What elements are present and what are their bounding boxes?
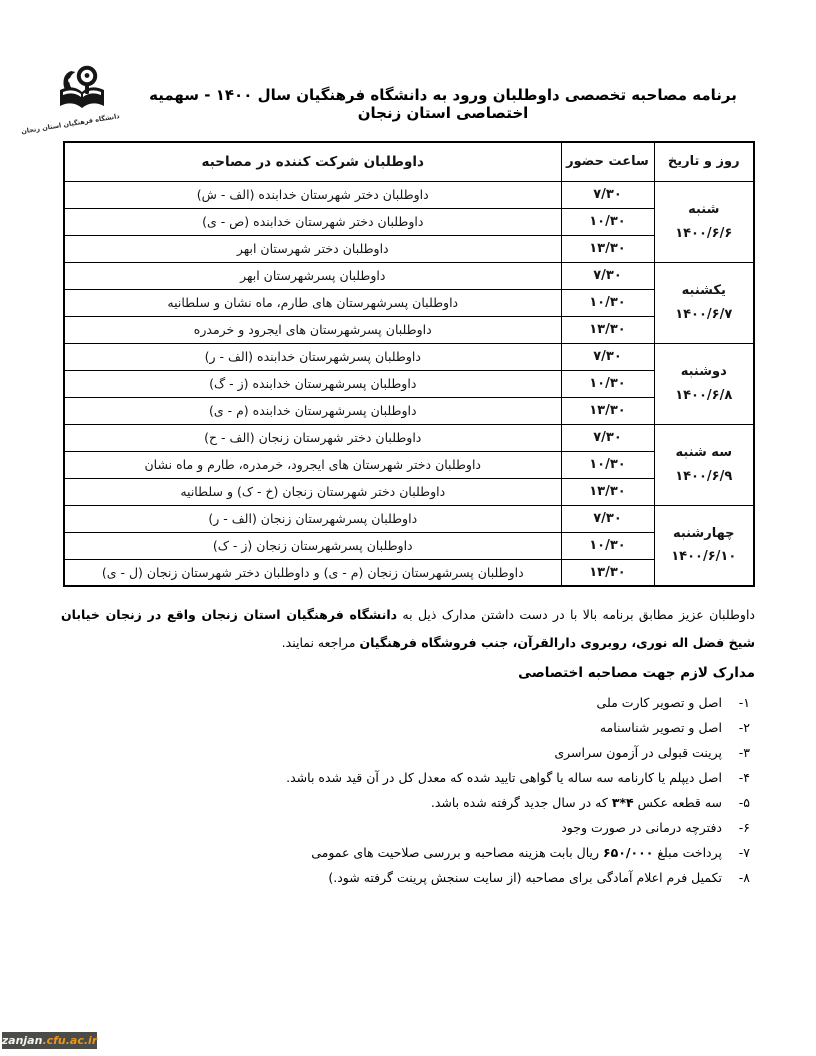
time-cell: ۷/۳۰ xyxy=(561,262,654,289)
item-text: سه قطعه عکس xyxy=(633,795,722,810)
site-watermark xyxy=(2,1032,97,1049)
interview-schedule-table xyxy=(63,141,755,587)
date-label: ۱۴۰۰/۶/۷ xyxy=(675,306,733,322)
item-text: پرینت قبولی در آزمون سراسری xyxy=(554,745,722,760)
participants-cell: داوطلبان پسرشهرستان خدابنده (م - ی) xyxy=(64,397,561,424)
item-text: اصل دیپلم یا کارنامه سه ساله یا گواهی تایید شده که معدل کل در آن قید شده باشد. xyxy=(286,770,722,785)
participants-cell: داوطلبان دختر شهرستان های ایجرود، خرمدره، طارم و ماه نشان xyxy=(64,451,561,478)
item-number: ۴- xyxy=(738,770,750,785)
participants-cell: داوطلبان پسرشهرستان های ایجرود و خرمدره xyxy=(64,316,561,343)
university-emblem-icon xyxy=(44,64,120,116)
table-row xyxy=(64,235,754,262)
watermark-domain-text: .cfu.ac.ir xyxy=(42,1034,98,1047)
item-number: ۲- xyxy=(738,720,750,735)
date-cell xyxy=(654,424,754,505)
table-header-row xyxy=(64,142,754,181)
participants-cell: داوطلبان پسرشهرستان های طارم، ماه نشان و سلطانیه xyxy=(64,289,561,316)
participants-cell: داوطلبان دختر شهرستان زنجان (خ - ک) و سلطانیه xyxy=(64,478,561,505)
list-item xyxy=(150,795,750,810)
day-label: شنبه xyxy=(688,202,720,218)
table-row xyxy=(64,424,754,451)
table-row xyxy=(64,343,754,370)
participants-cell: داوطلبان دختر شهرستان خدابنده (ص - ی) xyxy=(64,208,561,235)
participants-cell: داوطلبان دختر شهرستان ابهر xyxy=(64,235,561,262)
farhangian-university-logo xyxy=(20,64,121,136)
table-row xyxy=(64,532,754,559)
participants-cell: داوطلبان پسرشهرستان خدابنده (الف - ر) xyxy=(64,343,561,370)
required-documents-heading: مدارک لازم جهت مصاحبه اختصاصی xyxy=(518,665,755,681)
list-item xyxy=(150,745,750,760)
list-item xyxy=(150,695,750,710)
date-label: ۱۴۰۰/۶/۹ xyxy=(675,468,733,484)
date-cell xyxy=(654,262,754,343)
required-documents-list xyxy=(150,695,750,895)
notice-text-end: مراجعه نمایند. xyxy=(281,635,360,650)
column-header-time: ساعت حضور xyxy=(561,142,654,181)
item-text: اصل و تصویر کارت ملی xyxy=(596,695,722,710)
item-number: ۱- xyxy=(738,695,750,710)
item-number: ۸- xyxy=(738,870,750,885)
time-cell: ۷/۳۰ xyxy=(561,505,654,532)
date-cell xyxy=(654,505,754,586)
participants-cell: داوطلبان پسرشهرستان ابهر xyxy=(64,262,561,289)
table-row xyxy=(64,505,754,532)
item-text: تکمیل فرم اعلام آمادگی برای مصاحبه (از سایت سنجش پرینت گرفته شود.) xyxy=(328,870,722,885)
time-cell: ۱۰/۳۰ xyxy=(561,208,654,235)
list-item xyxy=(150,770,750,785)
notice-text: داوطلبان عزیز مطابق برنامه بالا با در دست داشتن مدارک ذیل به xyxy=(397,607,755,622)
day-label: یکشنبه xyxy=(681,283,726,299)
day-label: چهارشنبه xyxy=(672,525,735,541)
list-item xyxy=(150,820,750,835)
item-text: دفترچه درمانی در صورت وجود xyxy=(561,820,722,835)
item-bold: ۴*۳ xyxy=(611,795,634,810)
item-number: ۷- xyxy=(738,845,750,860)
table-row xyxy=(64,397,754,424)
date-cell xyxy=(654,181,754,262)
participants-cell: داوطلبان دختر شهرستان خدابنده (الف - ش) xyxy=(64,181,561,208)
list-item xyxy=(150,845,750,860)
date-label: ۱۴۰۰/۶/۸ xyxy=(675,387,733,403)
participants-cell: داوطلبان دختر شهرستان زنجان (الف - ح) xyxy=(64,424,561,451)
table-row xyxy=(64,181,754,208)
table-row xyxy=(64,478,754,505)
column-header-participants: داوطلبان شرکت کننده در مصاحبه xyxy=(64,142,561,181)
day-label: سه شنبه xyxy=(675,445,732,461)
date-label: ۱۴۰۰/۶/۶ xyxy=(675,225,733,241)
item-text: اصل و تصویر شناسنامه xyxy=(599,720,722,735)
table-row xyxy=(64,208,754,235)
time-cell: ۱۳/۳۰ xyxy=(561,478,654,505)
time-cell: ۱۰/۳۰ xyxy=(561,532,654,559)
table-row xyxy=(64,451,754,478)
item-text-end: که در سال جدید گرفته شده باشد. xyxy=(430,795,612,810)
time-cell: ۱۰/۳۰ xyxy=(561,289,654,316)
item-bold: ۶۵۰/۰۰۰ xyxy=(603,845,654,860)
item-text-end: ریال بابت هزینه مصاحبه و بررسی صلاحیت های عمومی xyxy=(311,845,604,860)
logo-caption: دانشگاه فرهنگیان استان زنجان xyxy=(20,112,121,136)
time-cell: ۱۳/۳۰ xyxy=(561,559,654,586)
time-cell: ۷/۳۰ xyxy=(561,181,654,208)
participants-cell: داوطلبان پسرشهرستان خدابنده (ز - گ) xyxy=(64,370,561,397)
time-cell: ۱۰/۳۰ xyxy=(561,451,654,478)
date-label: ۱۴۰۰/۶/۱۰ xyxy=(671,549,737,565)
participants-cell: داوطلبان پسرشهرستان زنجان (م - ی) و داوطلبان دختر شهرستان زنجان (ل - ی) xyxy=(64,559,561,586)
table-row xyxy=(64,370,754,397)
participants-cell: داوطلبان پسرشهرستان زنجان (الف - ر) xyxy=(64,505,561,532)
notice-address-bold: دانشگاه فرهنگیان استان زنجان واقع در زنجان خیابان شیخ فضل اله نوری، روبروی دارالقرآن، جنب فروشگاه فرهنگیان xyxy=(61,607,755,650)
list-item xyxy=(150,720,750,735)
time-cell: ۱۳/۳۰ xyxy=(561,397,654,424)
table-row xyxy=(64,559,754,586)
time-cell: ۱۰/۳۰ xyxy=(561,370,654,397)
time-cell: ۷/۳۰ xyxy=(561,343,654,370)
venue-notice xyxy=(61,601,755,657)
time-cell: ۱۳/۳۰ xyxy=(561,316,654,343)
item-number: ۶- xyxy=(738,820,750,835)
time-cell: ۷/۳۰ xyxy=(561,424,654,451)
table-row xyxy=(64,316,754,343)
table-row xyxy=(64,262,754,289)
item-number: ۳- xyxy=(738,745,750,760)
participants-cell: داوطلبان پسرشهرستان زنجان (ز - ک) xyxy=(64,532,561,559)
day-label: دوشنبه xyxy=(680,364,727,380)
watermark-site-text: zanjan xyxy=(1,1034,43,1047)
date-cell xyxy=(654,343,754,424)
table-row xyxy=(64,289,754,316)
column-header-date: روز و تاریخ xyxy=(654,142,754,181)
item-text: پرداخت مبلغ xyxy=(653,845,722,860)
time-cell: ۱۳/۳۰ xyxy=(561,235,654,262)
item-number: ۵- xyxy=(738,795,750,810)
page-title: برنامه مصاحبه تخصصی داوطلبان ورود به دانشگاه فرهنگیان سال ۱۴۰۰ - سهمیه اختصاصی استان زنجان xyxy=(149,86,737,122)
list-item xyxy=(150,870,750,885)
